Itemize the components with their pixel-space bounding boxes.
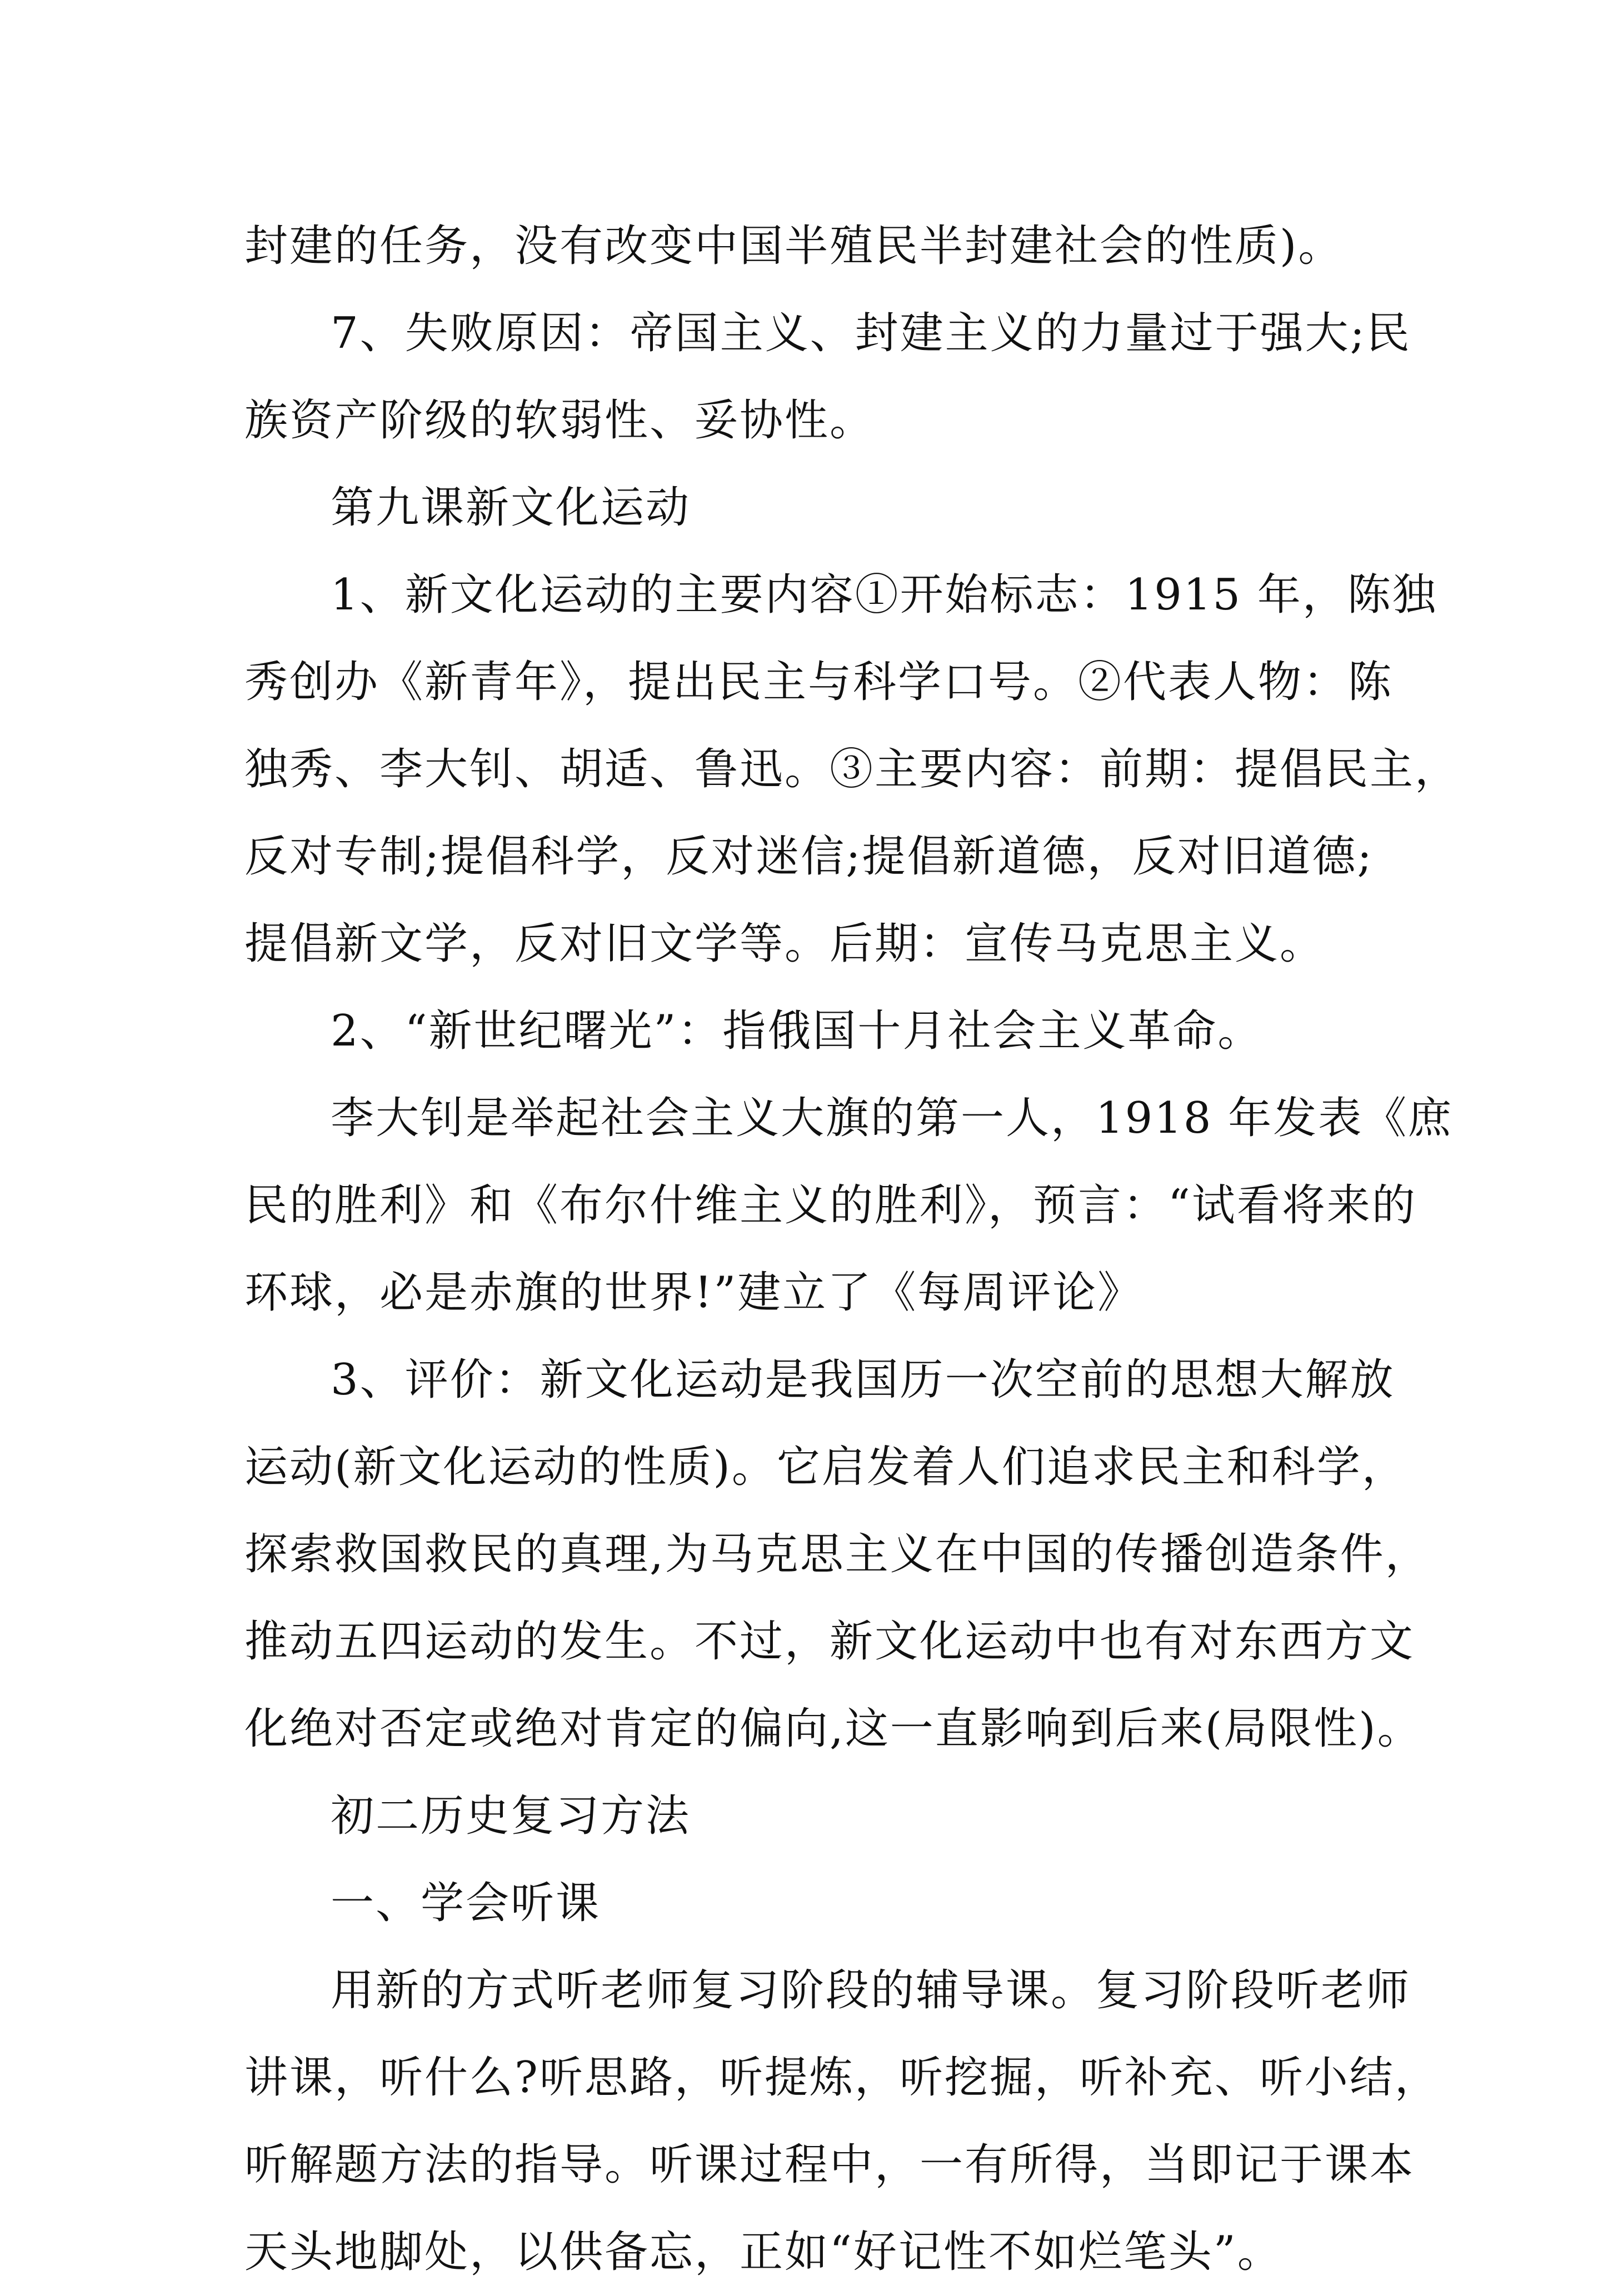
text-line: 反对专制;提倡科学，反对迷信;提倡新道德，反对旧道德;: [244, 832, 1374, 882]
text-line: 天头地脚处，以供备忘，正如“好记性不如烂笔头”。: [244, 2227, 1282, 2277]
text-line: 讲课，听什么?听思路，听提炼，听挖掘，听补充、听小结，: [244, 2053, 1440, 2103]
text-line: 2、“新世纪曙光”：指俄国十月社会主义革命。: [331, 1006, 1263, 1056]
section-heading: 第九课新文化运动: [331, 483, 691, 533]
text-line: 封建的任务，没有改变中国半殖民半封建社会的性质)。: [244, 221, 1344, 271]
text-line: 民的胜利》和《布尔什维主义的胜利》，预言：“试看将来的: [244, 1180, 1417, 1230]
text-line: 推动五四运动的发生。不过，新文化运动中也有对东西方文: [244, 1617, 1415, 1667]
text-line: 独秀、李大钊、胡适、鲁迅。③主要内容：前期：提倡民主，: [244, 744, 1460, 794]
text-line: 听解题方法的指导。听课过程中，一有所得，当即记于课本: [244, 2140, 1415, 2190]
text-line: 族资产阶级的软弱性、妥协性。: [244, 396, 875, 446]
text-line: 1、新文化运动的主要内容①开始标志：1915 年，陈独: [331, 570, 1437, 620]
text-line: 用新的方式听老师复习阶段的辅导课。复习阶段听老师: [331, 1965, 1411, 2015]
text-line: 环球，必是赤旗的世界!”建立了《每周评论》: [244, 1268, 1143, 1318]
section-heading: 初二历史复习方法: [331, 1791, 691, 1841]
text-line: 3、评价：新文化运动是我国历一次空前的思想大解放: [331, 1355, 1395, 1405]
text-line: 秀创办《新青年》，提出民主与科学口号。②代表人物：陈: [244, 657, 1394, 707]
subsection-heading: 一、学会听课: [331, 1878, 601, 1928]
text-line: 化绝对否定或绝对肯定的偏向,这一直影响到后来(局限性)。: [244, 1704, 1422, 1754]
document-body: [244, 203, 1460, 2296]
text-line: 李大钊是举起社会主义大旗的第一人，1918 年发表《庶: [331, 1093, 1454, 1143]
text-line: 探索救国救民的真理,为马克思主义在中国的传播创造条件，: [244, 1529, 1430, 1579]
text-line: 提倡新文学，反对旧文学等。后期：宣传马克思主义。: [244, 919, 1325, 969]
text-line: 运动(新文化运动的性质)。它启发着人们追求民主和科学，: [244, 1442, 1407, 1492]
text-line: 7、失败原因：帝国主义、封建主义的力量过于强大;民: [331, 308, 1411, 358]
